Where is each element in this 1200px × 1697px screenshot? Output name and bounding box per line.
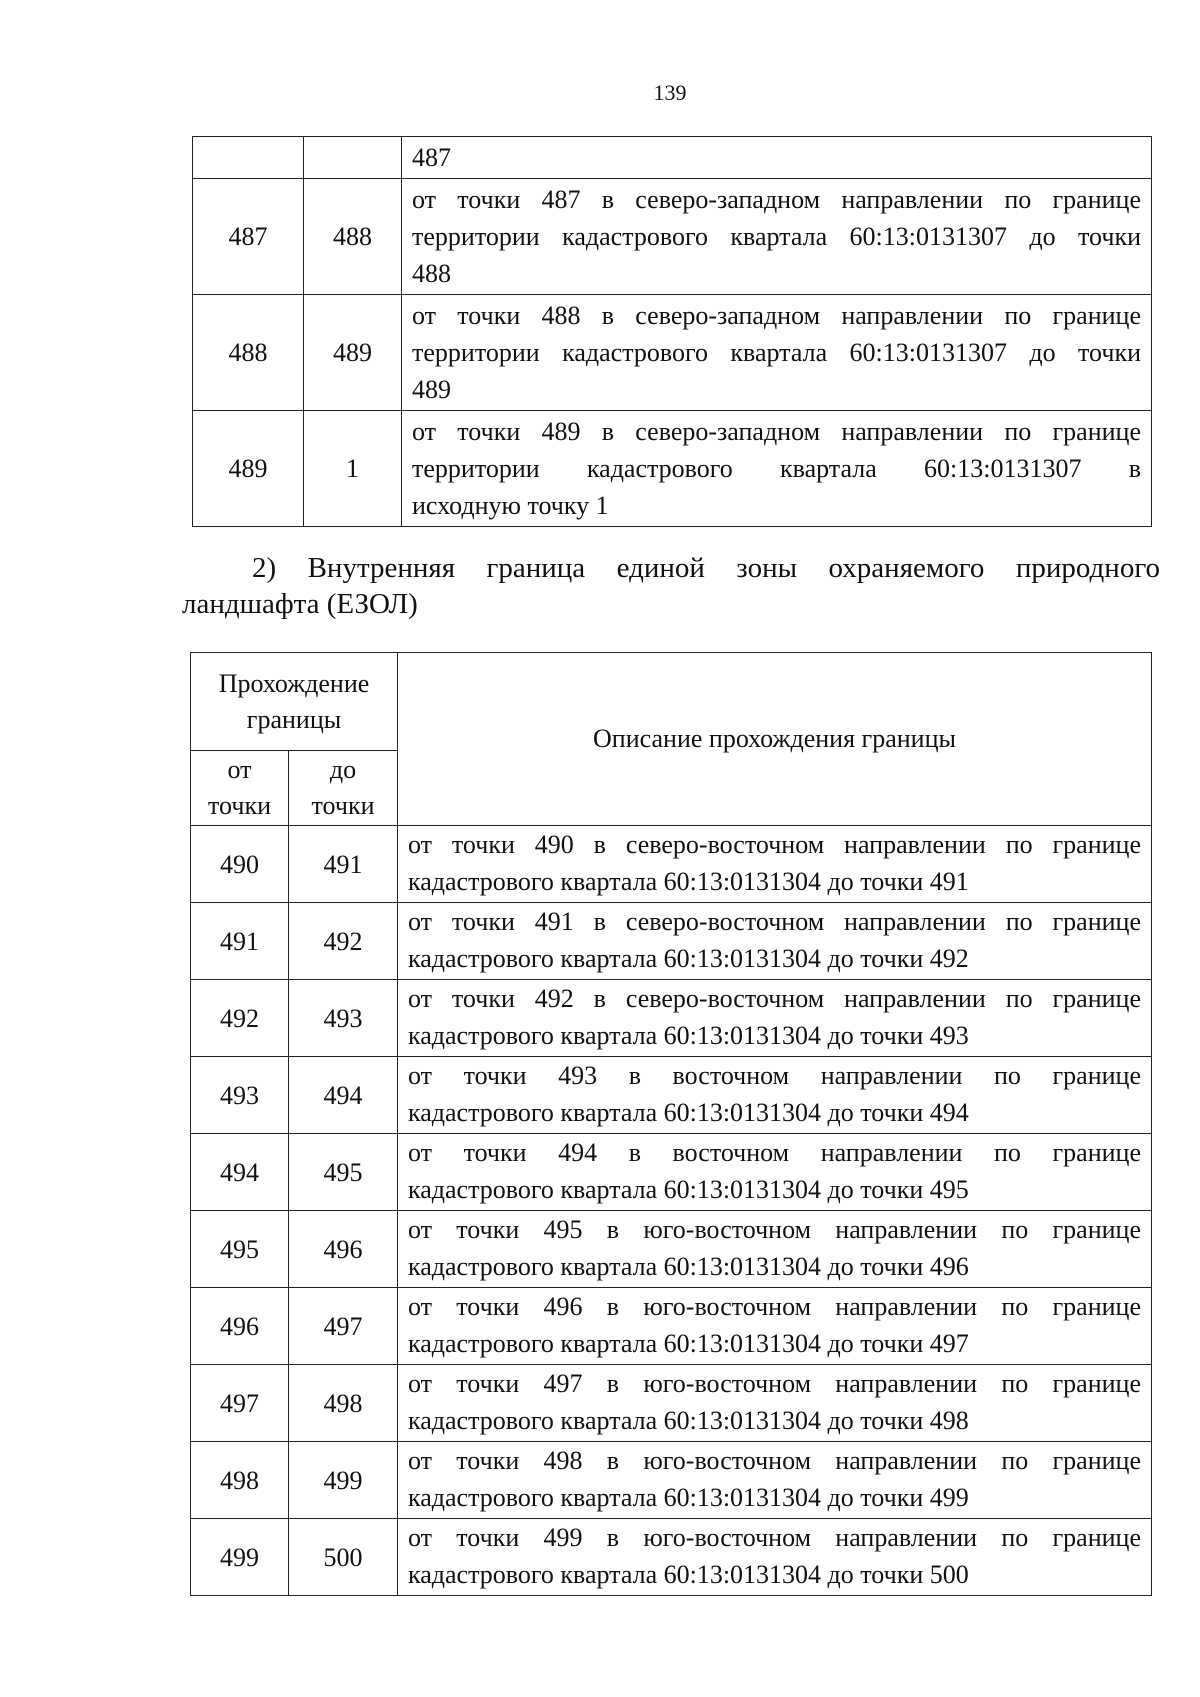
table-row: [193, 295, 1152, 411]
to-point-cell: 497: [289, 1288, 398, 1365]
description-line: кадастрового квартала 60:13:0131304 до точки 499: [408, 1483, 969, 1512]
from-point-cell: 496: [191, 1288, 289, 1365]
description-cell: [398, 826, 1152, 903]
description-line: кадастрового квартала 60:13:0131304 до точки 493: [408, 1021, 969, 1050]
description-cell: [402, 137, 1152, 179]
from-point-cell: 498: [191, 1442, 289, 1519]
table-row: [191, 1365, 1152, 1442]
header-from-line2: точки: [208, 791, 271, 820]
description-line: кадастрового квартала 60:13:0131304 до точки 491: [408, 867, 969, 896]
table-row: [193, 411, 1152, 527]
to-point-cell: 496: [289, 1211, 398, 1288]
description-line: кадастрового квартала 60:13:0131304 до точки 492: [408, 944, 969, 973]
description-cell: [398, 1519, 1152, 1596]
table-row: [191, 1057, 1152, 1134]
boundary-table-continued: [192, 136, 1152, 527]
to-point-cell: 500: [289, 1519, 398, 1596]
description-cell: [398, 1057, 1152, 1134]
description-line: от точки 499 в юго-восточном направлении по границе: [408, 1523, 1141, 1552]
description-line: от точки 490 в северо-восточном направлении по границе: [408, 830, 1141, 859]
header-from-line1: от: [227, 755, 252, 784]
description-line: кадастрового квартала 60:13:0131304 до точки 496: [408, 1252, 969, 1281]
table-row: [191, 1442, 1152, 1519]
page-number: 139: [653, 80, 687, 105]
description-line: кадастрового квартала 60:13:0131304 до точки 494: [408, 1098, 969, 1127]
from-point-cell: 493: [191, 1057, 289, 1134]
table1-body: [193, 137, 1152, 527]
description-cell: [398, 1288, 1152, 1365]
header-group-line1: Прохождение: [218, 668, 370, 698]
table-row: [191, 1211, 1152, 1288]
description-line: от точки 487 в северо-западном направлении по границе: [412, 185, 1141, 214]
header-to-line1: до: [329, 755, 357, 784]
from-point-cell: 489: [193, 411, 304, 527]
table2-body: [191, 826, 1152, 1596]
description-line: 488: [412, 259, 451, 288]
table-row: [191, 903, 1152, 980]
description-line: территории кадастрового квартала 60:13:0131307 до точки: [412, 222, 1141, 251]
description-cell: [402, 179, 1152, 295]
table-row: [191, 1288, 1152, 1365]
table-row: [191, 1134, 1152, 1211]
description-line: кадастрового квартала 60:13:0131304 до точки 495: [408, 1175, 969, 1204]
to-point-cell: [304, 137, 402, 179]
description-cell: [398, 980, 1152, 1057]
header-from: [191, 751, 289, 826]
description-line: от точки 492 в северо-восточном направлении по границе: [408, 984, 1141, 1013]
description-cell: [398, 1211, 1152, 1288]
description-line: от точки 491 в северо-восточном направлении по границе: [408, 907, 1141, 936]
description-line: от точки 488 в северо-западном направлении по границе: [412, 301, 1141, 330]
from-point-cell: 490: [191, 826, 289, 903]
header-group-cell: [191, 653, 398, 751]
description-cell: [402, 411, 1152, 527]
header-to: [289, 751, 398, 826]
table-row: [191, 1519, 1152, 1596]
from-point-cell: [193, 137, 304, 179]
inner-boundary-table: [190, 652, 1152, 1596]
description-line: от точки 493 в восточном направлении по границе: [408, 1061, 1141, 1090]
description-line: от точки 496 в юго-восточном направлении по границе: [408, 1292, 1141, 1321]
from-point-cell: 488: [193, 295, 304, 411]
description-line: от точки 489 в северо-западном направлении по границе: [412, 417, 1141, 446]
description-line: кадастрового квартала 60:13:0131304 до точки 500: [408, 1560, 969, 1589]
from-point-cell: 487: [193, 179, 304, 295]
to-point-cell: 1: [304, 411, 402, 527]
section-heading-line1: 2) Внутренняя граница единой зоны охраняемого природного: [252, 552, 1160, 584]
to-point-cell: 489: [304, 295, 402, 411]
to-point-cell: 499: [289, 1442, 398, 1519]
from-point-cell: 497: [191, 1365, 289, 1442]
description-line: от точки 498 в юго-восточном направлении по границе: [408, 1446, 1141, 1475]
table-row: [193, 179, 1152, 295]
from-point-cell: 491: [191, 903, 289, 980]
description-line: кадастрового квартала 60:13:0131304 до точки 498: [408, 1406, 969, 1435]
header-description: Описание прохождения границы: [398, 653, 1152, 826]
description-line: кадастрового квартала 60:13:0131304 до точки 497: [408, 1329, 969, 1358]
table2-header: [191, 653, 1152, 826]
description-line: 489: [412, 375, 451, 404]
description-line: от точки 494 в восточном направлении по границе: [408, 1138, 1141, 1167]
to-point-cell: 493: [289, 980, 398, 1057]
to-point-cell: 491: [289, 826, 398, 903]
to-point-cell: 498: [289, 1365, 398, 1442]
description-cell: [398, 1134, 1152, 1211]
from-point-cell: 494: [191, 1134, 289, 1211]
description-line: от точки 495 в юго-восточном направлении по границе: [408, 1215, 1141, 1244]
description-line: 487: [412, 143, 451, 172]
from-point-cell: 495: [191, 1211, 289, 1288]
section-heading: [182, 550, 1160, 622]
table-row: [191, 980, 1152, 1057]
description-line: территории кадастрового квартала 60:13:0131307 до точки: [412, 338, 1141, 367]
description-cell: [398, 1365, 1152, 1442]
to-point-cell: 494: [289, 1057, 398, 1134]
description-cell: [402, 295, 1152, 411]
description-line: территории кадастрового квартала 60:13:0131307 в: [412, 454, 1141, 483]
from-point-cell: 492: [191, 980, 289, 1057]
description-cell: [398, 903, 1152, 980]
section-heading-line2: ландшафта (ЕЗОЛ): [182, 588, 418, 620]
to-point-cell: 488: [304, 179, 402, 295]
to-point-cell: 495: [289, 1134, 398, 1211]
to-point-cell: 492: [289, 903, 398, 980]
header-to-line2: точки: [311, 791, 375, 820]
header-group-line2: границы: [246, 704, 342, 734]
from-point-cell: 499: [191, 1519, 289, 1596]
description-line: исходную точку 1: [412, 491, 609, 520]
table-row: [193, 137, 1152, 179]
description-cell: [398, 1442, 1152, 1519]
table-row: [191, 826, 1152, 903]
description-line: от точки 497 в юго-восточном направлении по границе: [408, 1369, 1141, 1398]
